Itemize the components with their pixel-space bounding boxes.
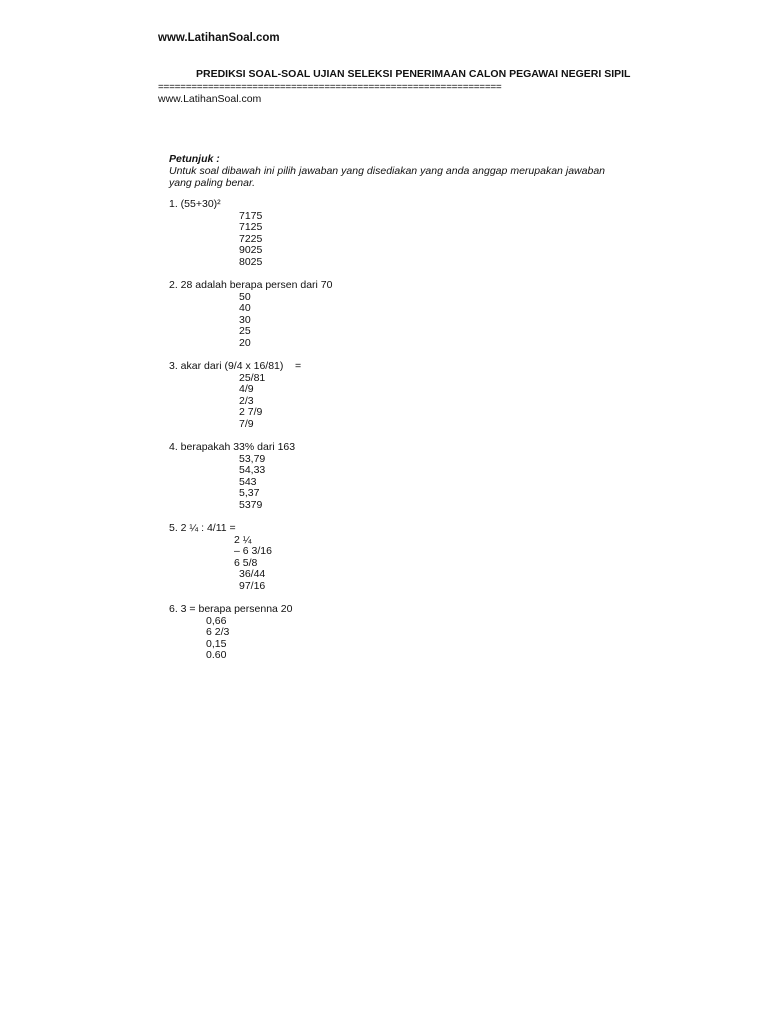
option: 7/9 <box>239 417 254 430</box>
question-2 <box>169 280 629 349</box>
option: 5379 <box>239 498 263 511</box>
option: 7225 <box>239 232 263 245</box>
option-list <box>169 373 629 431</box>
option: 0,15 <box>206 637 227 650</box>
option: 20 <box>239 336 251 349</box>
question-text: 5. 2 ¼ : 4/11 = <box>169 522 236 534</box>
option: 2/3 <box>239 394 254 407</box>
instructions-heading: Petunjuk : <box>169 153 220 165</box>
question-list <box>169 199 629 674</box>
option: 97/16 <box>239 579 266 592</box>
option: 25/81 <box>239 371 266 384</box>
option: 9025 <box>239 244 263 256</box>
question-5 <box>169 523 629 592</box>
question-text: 4. berapakah 33% dari 163 <box>169 441 296 453</box>
option: 6 5/8 <box>234 556 258 569</box>
option: 40 <box>239 302 251 314</box>
question-text: 1. (55+30)² <box>169 198 221 210</box>
option: 25 <box>239 325 251 337</box>
option: 7125 <box>239 221 263 233</box>
question-4 <box>169 442 629 511</box>
document-title: PREDIKSI SOAL-SOAL UJIAN SELEKSI PENERIMAAN CALON PEGAWAI NEGERI SIPIL <box>196 68 631 80</box>
question-text: 3. akar dari (9/4 x 16/81) = <box>169 360 302 372</box>
option: 36/44 <box>239 568 266 580</box>
option: 543 <box>239 475 257 488</box>
instructions <box>169 153 605 189</box>
question-1 <box>169 199 629 268</box>
option-list <box>169 292 629 350</box>
instructions-text: Untuk soal dibawah ini pilih jawaban yang disediakan yang anda anggap merupakan jawaban yang paling benar. <box>169 165 605 189</box>
option-list <box>169 535 629 593</box>
option: 7175 <box>239 209 263 222</box>
option: 4/9 <box>239 383 254 395</box>
question-text: 2. 28 adalah berapa persen dari 70 <box>169 279 333 291</box>
option: 8025 <box>239 255 263 268</box>
option: 0,66 <box>206 614 227 627</box>
option: 54,33 <box>239 464 266 476</box>
option-list <box>169 616 629 662</box>
option-list <box>169 211 629 269</box>
question-3 <box>169 361 629 430</box>
question-text: 6. 3 = berapa persenna 20 <box>169 603 293 615</box>
option: – 6 3/16 <box>234 545 272 557</box>
question-6 <box>169 604 629 662</box>
option: 50 <box>239 290 251 303</box>
option: 53,79 <box>239 452 266 465</box>
option: 30 <box>239 313 251 326</box>
option: 6 2/3 <box>206 626 230 638</box>
title-separator: ============================================================== <box>158 82 502 93</box>
option-list <box>169 454 629 512</box>
document-site: www.LatihanSoal.com <box>158 93 262 105</box>
option: 5,37 <box>239 487 260 499</box>
site-header: www.LatihanSoal.com <box>158 32 280 44</box>
option: 2 7/9 <box>239 406 263 418</box>
option: 0.60 <box>206 649 227 661</box>
option: 2 ¼ <box>234 533 252 546</box>
